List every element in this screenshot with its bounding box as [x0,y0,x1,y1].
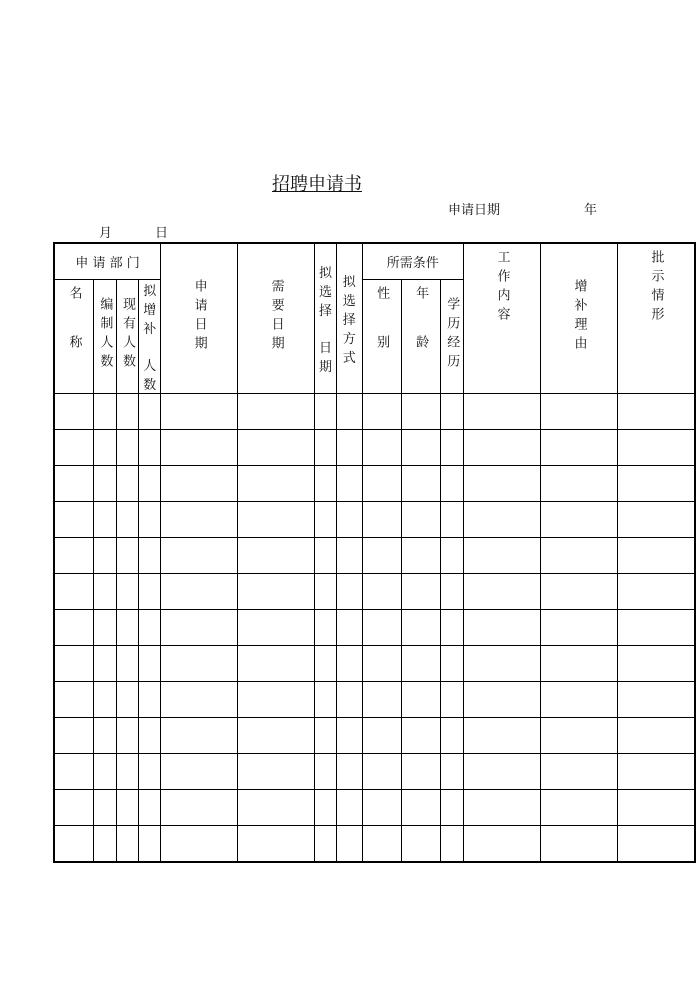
table-cell[interactable] [54,754,94,790]
table-cell[interactable] [94,682,117,718]
table-cell[interactable] [336,502,362,538]
table-cell[interactable] [362,430,401,466]
table-cell[interactable] [139,754,161,790]
table-cell[interactable] [336,430,362,466]
header-age: 年龄 [413,285,429,384]
header-job-content: 工作内容 [494,250,510,326]
table-row [54,502,695,538]
table-cell[interactable] [463,790,540,826]
table-cell[interactable] [54,790,94,826]
table-cell[interactable] [94,754,117,790]
table-cell[interactable] [315,466,337,502]
table-cell[interactable] [116,646,139,682]
table-cell[interactable] [116,610,139,646]
table-cell[interactable] [362,790,401,826]
month-label: 月 [99,226,113,241]
table-cell[interactable] [362,826,401,863]
table-cell[interactable] [540,502,617,538]
table-cell[interactable] [440,430,463,466]
table-cell[interactable] [440,646,463,682]
table-cell[interactable] [139,502,161,538]
table-cell[interactable] [463,718,540,754]
header-add-line2: 人 数 [143,359,157,393]
table-cell[interactable] [161,430,238,466]
table-row [54,682,695,718]
table-cell[interactable] [401,538,440,574]
table-cell[interactable] [540,466,617,502]
table-cell[interactable] [617,754,695,790]
table-cell[interactable] [161,574,238,610]
table-cell[interactable] [617,718,695,754]
table-cell[interactable] [401,574,440,610]
table-cell[interactable] [440,682,463,718]
table-cell[interactable] [362,754,401,790]
table-cell[interactable] [401,394,440,430]
table-cell[interactable] [54,394,94,430]
table-row [54,574,695,610]
table-cell[interactable] [617,610,695,646]
table-cell[interactable] [336,538,362,574]
table-cell[interactable] [463,826,540,863]
table-cell[interactable] [94,718,117,754]
table-cell[interactable] [362,574,401,610]
table-cell[interactable] [401,754,440,790]
table-row [54,394,695,430]
header-education: 学历经历 [444,296,460,373]
table-cell[interactable] [463,610,540,646]
header-current: 现有人数 [120,296,136,373]
table-cell[interactable] [440,610,463,646]
table-cell[interactable] [401,502,440,538]
table-cell[interactable] [463,574,540,610]
table-cell[interactable] [139,466,161,502]
table-cell[interactable] [238,538,315,574]
header-select-date [315,243,337,394]
table-cell[interactable] [161,538,238,574]
table-cell[interactable] [362,646,401,682]
table-cell[interactable] [161,718,238,754]
table-cell[interactable] [617,790,695,826]
header-approval: 批示情形 [648,250,664,326]
table-cell[interactable] [440,790,463,826]
table-row [54,826,695,863]
table-cell[interactable] [540,610,617,646]
table-cell[interactable] [139,826,161,863]
table-cell[interactable] [139,430,161,466]
table-cell[interactable] [94,466,117,502]
table-cell[interactable] [362,718,401,754]
table-cell[interactable] [617,826,695,863]
header-gender: 性别 [374,285,390,384]
table-cell[interactable] [362,538,401,574]
table-cell[interactable] [139,682,161,718]
table-cell[interactable] [540,538,617,574]
table-cell[interactable] [463,394,540,430]
table-row [54,466,695,502]
table-cell[interactable] [336,826,362,863]
table-cell[interactable] [238,502,315,538]
table-cell[interactable] [94,790,117,826]
table-cell[interactable] [161,790,238,826]
table-cell[interactable] [617,502,695,538]
table-cell[interactable] [336,718,362,754]
table-cell[interactable] [315,394,337,430]
table-cell[interactable] [139,610,161,646]
header-need-date: 需要日期 [268,278,284,355]
header-select-date-line1: 拟选择 [318,266,332,319]
table-cell[interactable] [401,718,440,754]
document-title: 招聘申请书 [272,174,362,195]
table-cell[interactable] [315,646,337,682]
table-cell[interactable] [463,430,540,466]
table-cell[interactable] [315,574,337,610]
table-cell[interactable] [238,790,315,826]
header-apply-date: 申请日期 [191,278,207,355]
table-cell[interactable] [540,394,617,430]
table-cell[interactable] [336,682,362,718]
table-cell[interactable] [116,430,139,466]
date-label: 申请日期 [448,203,501,218]
table-cell[interactable] [116,574,139,610]
table-cell[interactable] [540,682,617,718]
table-cell[interactable] [161,502,238,538]
recruitment-table [53,242,696,863]
table-cell[interactable] [315,538,337,574]
table-cell[interactable] [540,754,617,790]
table-cell[interactable] [401,826,440,863]
table-cell[interactable] [315,826,337,863]
table-cell[interactable] [94,394,117,430]
header-requirements: 所需条件 [362,243,463,280]
table-row [54,790,695,826]
table-cell[interactable] [540,826,617,863]
table-cell[interactable] [401,466,440,502]
table-cell[interactable] [139,574,161,610]
table-cell[interactable] [362,502,401,538]
table-cell[interactable] [617,538,695,574]
table-cell[interactable] [315,790,337,826]
table-cell[interactable] [238,646,315,682]
table-cell[interactable] [617,394,695,430]
table-cell[interactable] [440,754,463,790]
table-cell[interactable] [116,502,139,538]
table-cell[interactable] [336,574,362,610]
table-cell[interactable] [238,430,315,466]
table-cell[interactable] [94,646,117,682]
table-cell[interactable] [238,574,315,610]
table-cell[interactable] [463,538,540,574]
table-cell[interactable] [54,718,94,754]
table-cell[interactable] [362,394,401,430]
table-cell[interactable] [238,754,315,790]
table-cell[interactable] [540,790,617,826]
table-row [54,646,695,682]
table-cell[interactable] [440,718,463,754]
table-row [54,754,695,790]
header-name: 名称 [66,285,82,384]
table-row [54,538,695,574]
table-row [54,430,695,466]
table-cell[interactable] [94,538,117,574]
header-dept: 申 请 部 门 [54,243,161,280]
table-cell[interactable] [440,574,463,610]
table-cell[interactable] [238,394,315,430]
table-cell[interactable] [161,466,238,502]
table-cell[interactable] [54,646,94,682]
table-cell[interactable] [540,574,617,610]
table-cell[interactable] [336,646,362,682]
table-cell[interactable] [617,466,695,502]
table-cell[interactable] [540,718,617,754]
table-cell[interactable] [116,718,139,754]
table-cell[interactable] [440,394,463,430]
table-cell[interactable] [315,682,337,718]
table-cell[interactable] [94,574,117,610]
table-cell[interactable] [54,502,94,538]
table-cell[interactable] [161,682,238,718]
table-cell[interactable] [336,610,362,646]
table-cell[interactable] [463,502,540,538]
table-cell[interactable] [440,502,463,538]
table-cell[interactable] [94,430,117,466]
header-select-method: 拟选择方式 [336,243,362,394]
table-cell[interactable] [463,646,540,682]
table-cell[interactable] [463,466,540,502]
table-cell[interactable] [336,754,362,790]
table-body [54,394,695,863]
table-cell[interactable] [116,394,139,430]
table-cell[interactable] [238,718,315,754]
table-cell[interactable] [315,430,337,466]
table-cell[interactable] [617,574,695,610]
table-cell[interactable] [440,538,463,574]
table-cell[interactable] [54,430,94,466]
table-cell[interactable] [54,826,94,863]
table-cell[interactable] [238,610,315,646]
table-cell[interactable] [540,646,617,682]
table-row [54,718,695,754]
table-cell[interactable] [401,646,440,682]
table-cell[interactable] [139,646,161,682]
table-cell[interactable] [401,430,440,466]
day-label: 日 [155,226,169,241]
table-cell[interactable] [315,610,337,646]
table-cell[interactable] [161,754,238,790]
table-cell[interactable] [116,682,139,718]
table-cell[interactable] [238,826,315,863]
table-cell[interactable] [315,502,337,538]
table-cell[interactable] [617,646,695,682]
table-cell[interactable] [315,718,337,754]
header-quota: 编制人数 [97,296,113,373]
table-cell[interactable] [540,430,617,466]
table-cell[interactable] [94,610,117,646]
table-cell[interactable] [54,682,94,718]
table-cell[interactable] [440,466,463,502]
year-label: 年 [584,203,598,218]
table-cell[interactable] [139,538,161,574]
table-cell[interactable] [238,682,315,718]
table-cell[interactable] [54,538,94,574]
table-cell[interactable] [336,394,362,430]
header-add-line1: 拟增补 [143,284,157,337]
header-select-date-line2: 日 期 [318,341,332,375]
table-cell[interactable] [463,754,540,790]
table-cell[interactable] [336,790,362,826]
table-cell[interactable] [617,430,695,466]
table-row [54,610,695,646]
table-cell[interactable] [617,682,695,718]
table-cell[interactable] [94,502,117,538]
table-cell[interactable] [238,466,315,502]
table-cell[interactable] [54,574,94,610]
header-add [139,280,161,394]
table-cell[interactable] [116,790,139,826]
table-cell[interactable] [362,610,401,646]
table-cell[interactable] [116,826,139,863]
table-cell[interactable] [139,790,161,826]
table-cell[interactable] [362,466,401,502]
table-cell[interactable] [401,682,440,718]
table-cell[interactable] [440,826,463,863]
table-cell[interactable] [54,466,94,502]
table-cell[interactable] [54,610,94,646]
table-cell[interactable] [116,754,139,790]
table-cell[interactable] [139,394,161,430]
table-cell[interactable] [463,682,540,718]
table-cell[interactable] [315,754,337,790]
header-reason: 增补理由 [571,278,587,355]
table-cell[interactable] [161,826,238,863]
table-cell[interactable] [161,646,238,682]
table-cell[interactable] [139,718,161,754]
table-cell[interactable] [94,826,117,863]
table-cell[interactable] [401,790,440,826]
table-cell[interactable] [336,466,362,502]
table-cell[interactable] [362,682,401,718]
table-cell[interactable] [116,466,139,502]
table-cell[interactable] [161,610,238,646]
table-cell[interactable] [116,538,139,574]
table-cell[interactable] [401,610,440,646]
table-cell[interactable] [161,394,238,430]
